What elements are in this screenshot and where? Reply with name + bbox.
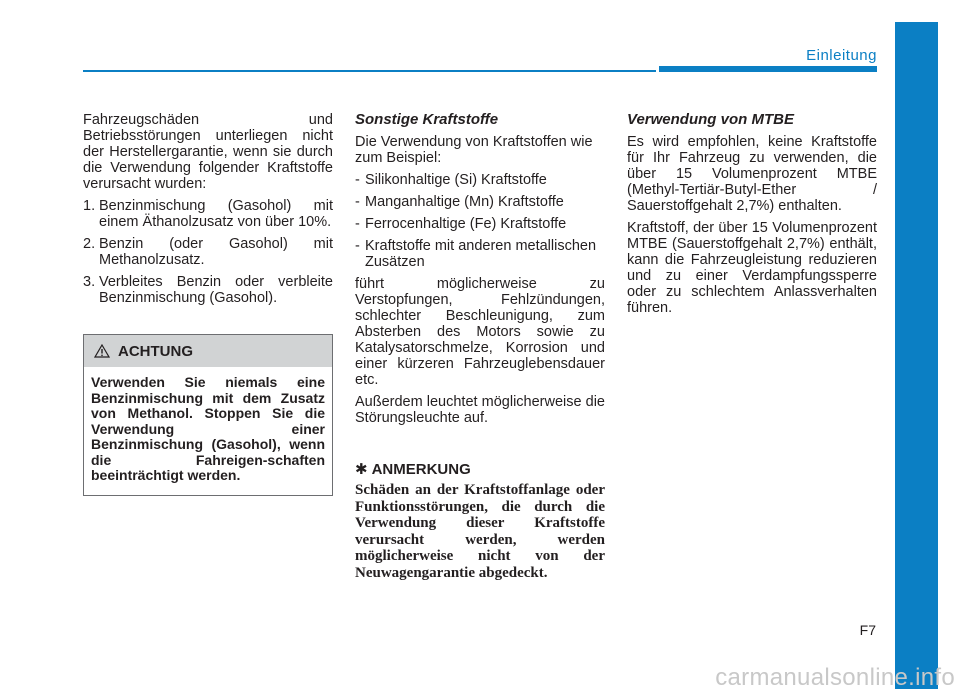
column-left [83, 112, 333, 312]
intro-paragraph: Die Verwendung von Kraftstoffen wie zum Beispiel: [355, 134, 593, 166]
list-text: Verbleites Benzin oder verbleite Benzinmischung (Gasohol). [99, 274, 333, 306]
note-heading [355, 462, 605, 478]
body-paragraph: Es wird empfohlen, keine Kraftstoffe für Ihr Fahrzeug zu verwenden, die über 15 Volumenprozent MTBE (Methyl-Tertiär-Butyl-Ether / Sauerstoffgehalt 2,7%) enthalten. [627, 134, 877, 214]
list-item [83, 198, 333, 230]
list-text: Benzin (oder Gasohol) mit Methanolzusatz. [99, 236, 333, 268]
header-rule-thin [83, 70, 656, 72]
list-text: Manganhaltige (Mn) Kraftstoffe [365, 194, 564, 210]
list-item [355, 238, 605, 270]
watermark-text: carmanualsonline.info [715, 664, 955, 691]
section-heading: Verwendung von MTBE [627, 111, 794, 128]
list-item [355, 216, 605, 232]
list-item [83, 236, 333, 268]
list-number: 2. [83, 236, 96, 252]
chapter-side-tab [895, 22, 938, 689]
list-dash: - [355, 216, 360, 232]
column-right [627, 112, 877, 322]
list-item [83, 274, 333, 306]
warning-header [84, 335, 332, 367]
list-dash: - [355, 238, 360, 254]
section-title: Einleitung [806, 47, 877, 64]
list-text: Silikonhaltige (Si) Kraftstoffe [365, 172, 547, 188]
warning-text: Verwenden Sie niemals eine Benzinmischung mit dem Zusatz von Methanol. Stoppen Sie die Verwendung einer Benzinmischung (Gasohol), wenn die Fahreigen-schaften beeinträchtigt werden. [91, 374, 325, 483]
note-text: Schäden an der Kraftstoffanlage oder Funktionsstörungen, die durch die Verwendung dieser Kraftstoffe verursacht werden, werden möglicherweise nicht von der Neuwagengarantie abgedeckt. [355, 482, 605, 581]
body-paragraph: Kraftstoff, der über 15 Volumenprozent MTBE (Sauerstoffgehalt 2,7%) enthält, kann die Fahrzeugleistung reduzieren und zu einer Verdampfungssperre oder zu schlechtem Anlassverhalten führen. [627, 220, 877, 316]
list-number: 1. [83, 198, 96, 214]
page-number: F7 [859, 622, 876, 638]
list-dash: - [355, 194, 360, 210]
list-item [355, 194, 605, 210]
list-dash: - [355, 172, 360, 188]
list-item [355, 172, 605, 188]
list-number: 3. [83, 274, 96, 290]
note-star-icon: ✱ [355, 461, 368, 478]
intro-paragraph: Fahrzeugschäden und Betriebsstörungen unterliegen nicht der Herstellergarantie, wenn sie durch die Verwendung folgender Kraftstoffe verursacht wurden: [83, 112, 333, 192]
list-text: Kraftstoffe mit anderen metallischen Zusätzen [365, 238, 597, 270]
body-paragraph: Außerdem leuchtet möglicherweise die Störungsleuchte auf. [355, 394, 605, 426]
header-rule-thick [659, 66, 877, 72]
note-title: ANMERKUNG [371, 461, 471, 478]
list-text: Benzinmischung (Gasohol) mit einem Äthanolzusatz von über 10%. [99, 198, 333, 230]
warning-box [83, 334, 333, 496]
body-paragraph: führt möglicherweise zu Verstopfungen, Fehlzündungen, schlechter Beschleunigung, zum Absterben des Motors sowie zu Katalysatorschmelze, Korrosion und einer kürzeren Fahrzeuglebensdauer etc. [355, 276, 605, 388]
list-text: Ferrocenhaltige (Fe) Kraftstoffe [365, 216, 567, 232]
warning-triangle-icon [94, 344, 110, 358]
section-heading: Sonstige Kraftstoffe [355, 111, 499, 128]
column-middle [355, 112, 605, 587]
warning-title: ACHTUNG [118, 342, 193, 360]
